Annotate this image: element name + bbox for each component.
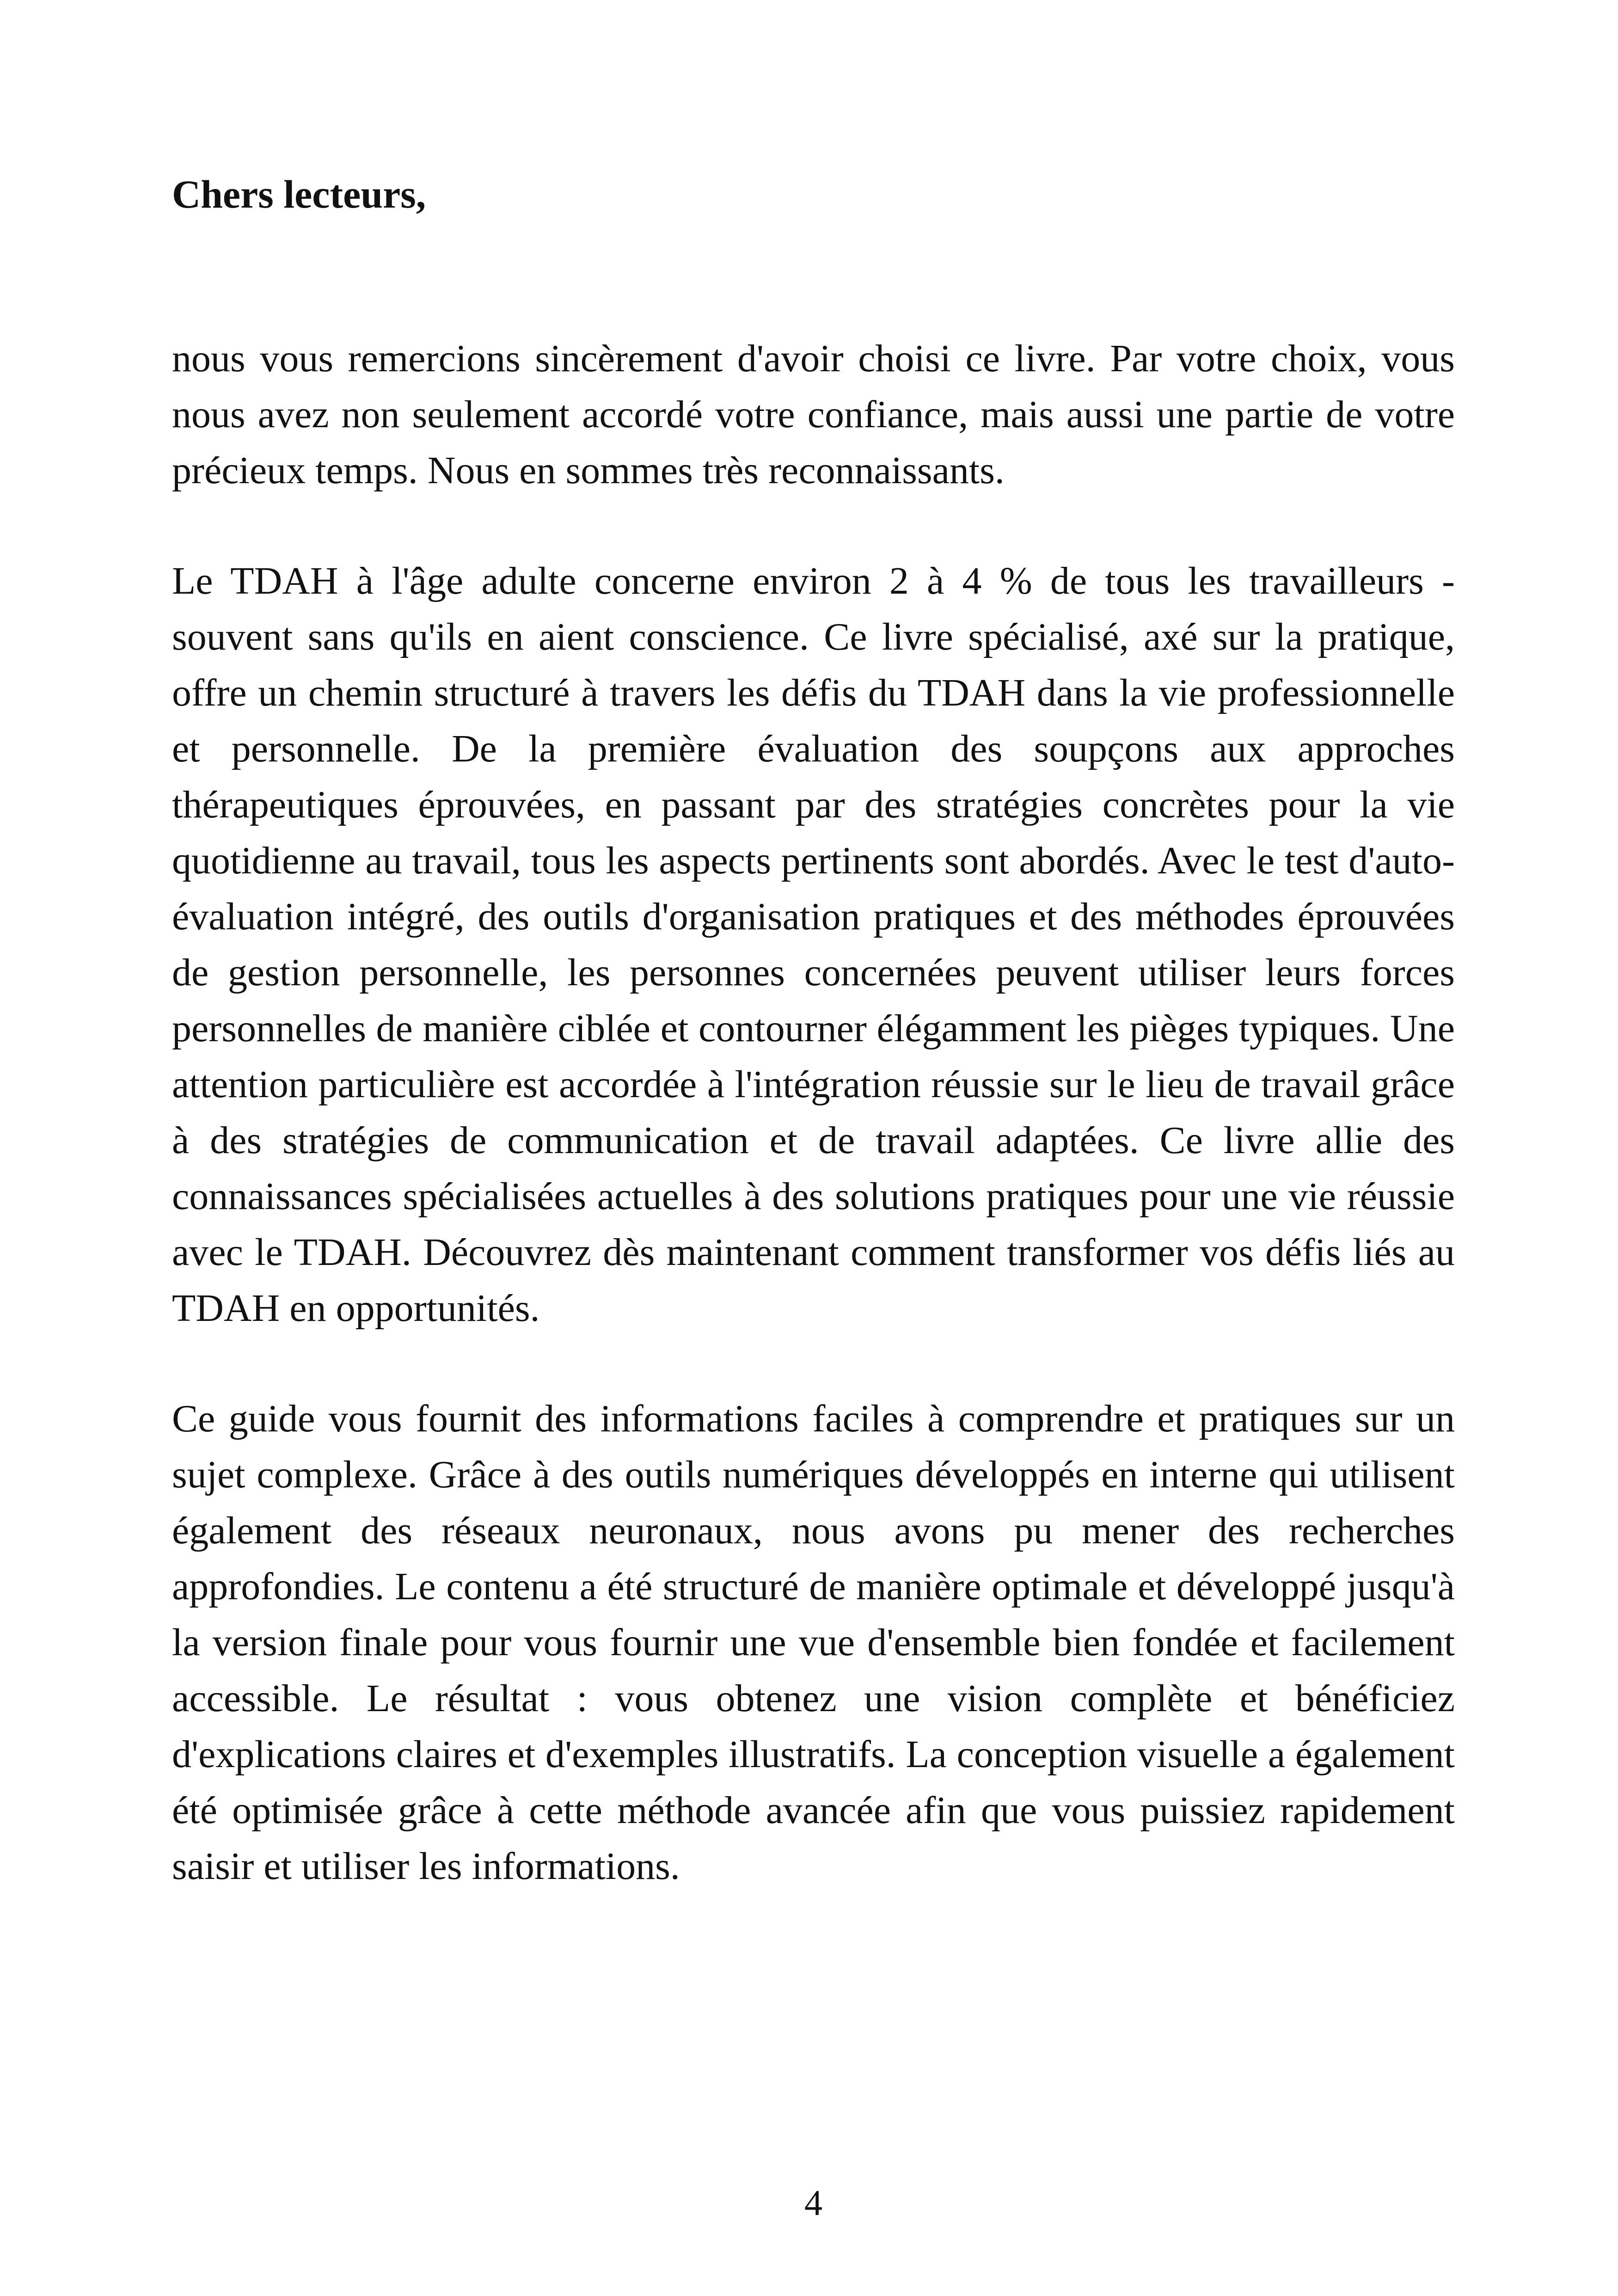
document-page — [172, 0, 1455, 2296]
greeting-heading: Chers lecteurs, — [172, 172, 426, 216]
paragraph-thanks: nous vous remercions sincèrement d'avoir choisi ce livre. Par votre choix, vous nous avez non seulement accordé votre confiance, mais aussi une partie de votre précieux temps. Nous en sommes très reconnaissants. — [172, 337, 1455, 492]
body-text — [172, 331, 1455, 1949]
page-number: 4 — [804, 2183, 822, 2223]
paragraph-book-summary: Le TDAH à l'âge adulte concerne environ 2 à 4 % de tous les travailleurs - souvent sans qu'ils en aient conscience. Ce livre spécialisé, axé sur la pratique, offre un chemin structuré à travers les défis du TDAH dans la vie professionnelle et personnelle. De la première évaluation des soupçons aux approches thérapeutiques éprouvées, en passant par des stratégies concrètes pour la vie quotidienne au travail, tous les aspects pertinents sont abordés. Avec le test d'auto-évaluation intégré, des outils d'organisation pratiques et des méthodes éprouvées de gestion personnelle, les personnes concernées peuvent utiliser leurs forces personnelles de manière ciblée et contourner élégamment les pièges typiques. Une attention particulière est accordée à l'intégration réussie sur le lieu de travail grâce à des stratégies de communication et de travail adaptées. Ce livre allie des connaissances spécialisées actuelles à des solutions pratiques pour une vie réussie avec le TDAH. Découvrez dès maintenant comment transformer vos défis liés au TDAH en opportunités. — [172, 559, 1455, 1330]
paragraph-guide-method: Ce guide vous fournit des informations faciles à comprendre et pratiques sur un sujet complexe. Grâce à des outils numériques développés en interne qui utilisent également des réseaux neuronaux, nous avons pu mener des recherches approfondies. Le contenu a été structuré de manière optimale et développé jusqu'à la version finale pour vous fournir une vue d'ensemble bien fondée et facilement accessible. Le résultat : vous obtenez une vision complète et bénéficiez d'explications claires et d'exemples illustratifs. La conception visuelle a également été optimisée grâce à cette méthode avancée afin que vous puissiez rapidement saisir et utiliser les informations. — [172, 1397, 1455, 1888]
